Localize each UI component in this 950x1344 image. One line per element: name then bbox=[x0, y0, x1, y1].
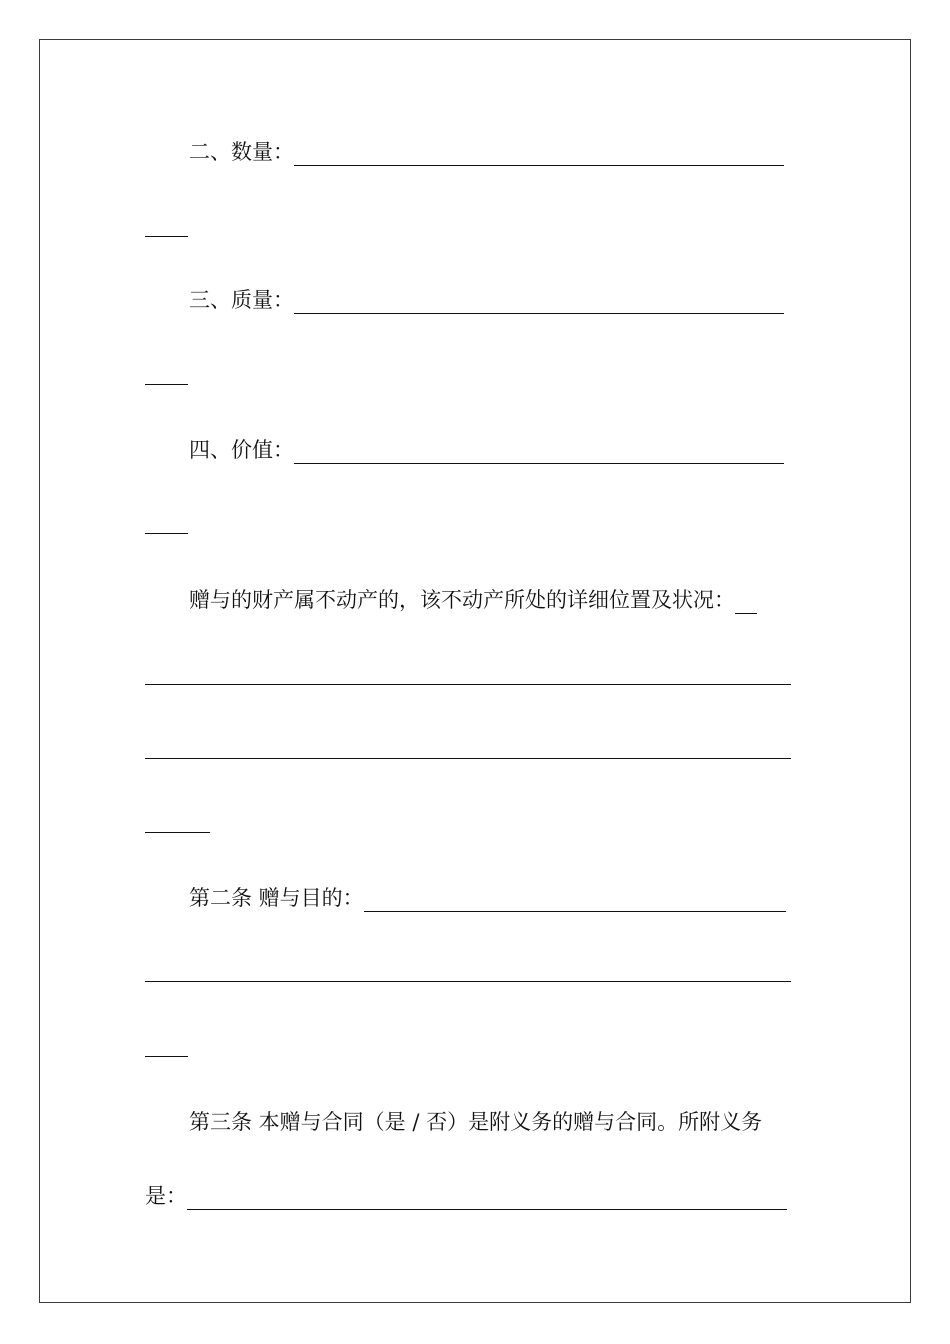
article2-blank[interactable] bbox=[364, 889, 786, 912]
real-estate-label: 赠与的财产属不动产的，该不动产所处的详细位置及状况： bbox=[189, 588, 735, 612]
value-label: 四、价值： bbox=[189, 438, 294, 462]
article3-blank[interactable] bbox=[187, 1187, 787, 1210]
real-estate-blank-line-4 bbox=[145, 832, 210, 833]
article3-text: 第三条 本赠与合同（是 / 否）是附义务的赠与合同。所附义务 bbox=[189, 1110, 763, 1134]
quantity-blank-continuation bbox=[145, 236, 188, 237]
quantity-label: 二、数量： bbox=[189, 140, 294, 164]
real-estate-blank[interactable] bbox=[735, 591, 757, 614]
quality-label: 三、质量： bbox=[189, 288, 294, 312]
article2-blank-line-2[interactable] bbox=[145, 981, 791, 982]
value-blank-continuation bbox=[145, 533, 188, 534]
quantity-blank[interactable] bbox=[294, 143, 784, 166]
quality-blank[interactable] bbox=[294, 291, 784, 314]
real-estate-blank-line-2[interactable] bbox=[145, 684, 791, 685]
article3-cont-label: 是： bbox=[145, 1184, 187, 1208]
article3-cont-row bbox=[145, 1182, 787, 1210]
article2-label: 第二条 赠与目的： bbox=[189, 886, 364, 910]
article3-row bbox=[189, 1108, 762, 1136]
article2-row bbox=[189, 884, 786, 912]
quality-row bbox=[189, 286, 784, 314]
value-blank[interactable] bbox=[294, 441, 784, 464]
article2-blank-line-3 bbox=[145, 1056, 188, 1057]
real-estate-blank-line-3[interactable] bbox=[145, 758, 791, 759]
quality-blank-continuation bbox=[145, 384, 188, 385]
quantity-row bbox=[189, 138, 784, 166]
value-row bbox=[189, 436, 784, 464]
real-estate-row bbox=[189, 586, 757, 614]
